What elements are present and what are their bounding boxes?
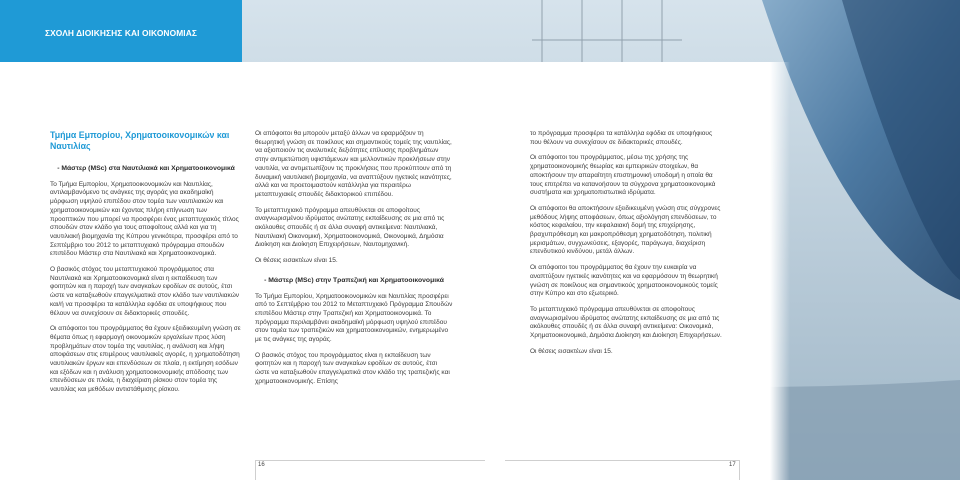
paragraph: Οι απόφοιτοι θα μπορούν μεταξύ άλλων να εφαρμόζουν τη θεωρητική γνώση σε ποικίλους και σημαντικούς τομείς της ναυτιλίας, να αξιοποιούν τις αναλυτικές δεξιότητες επίλυσης προβλημάτων στην αντιμετώπιση υφιστάμενων και μελλοντικών προκλήσεων στην ναυτιλία, να αντιμετωπίζουν τις προκλήσεις που προκύπτουν από τη δυναμική ναυτιλιακή βιομηχανία, να αναπτύξουν ηγετικές ικανότητες, αλλά και να προετοιμαστούν κατάλληλα για περαιτέρω μεταπτυχιακές σπουδές διδακτορικού επιπέδου. xyxy=(255,130,452,198)
paragraph: το πρόγραμμα προσφέρει τα κατάλληλα εφόδια σε υποψήφιους που θέλουν να συνεχίσουν σε διδακτορικές σπουδές. xyxy=(530,130,713,146)
program-heading-banking: - Μάστερ (MSc) στην Τραπεζική και Χρηματοοικονομικά xyxy=(264,276,444,284)
panel-fade xyxy=(770,62,790,480)
paragraph: Οι απόφοιτοι θα αποκτήσουν εξειδικευμένη γνώση στις σύγχρονες μεθόδους λήψης αποφάσεων, όπως αξιολόγηση επενδύσεων, το κόστος κεφαλαίου, την κεφαλαιακή δομή της επιχείρησης, βραχυπρόθεσμη και μακροπρόθεσμη χρηματοδότηση, πολιτική μερισμάτων, συγχωνεύσεις, εξαγορές, παράγωγα, διαχείριση επενδυτικού κινδύνου, μετάλ άλλων. xyxy=(530,204,721,256)
paragraph: Οι απόφοιτοι του προγράμματος θα έχουν την ευκαιρία να αναπτύξουν ηγετικές ικανότητες και να εφαρμόσουν τη θεωρητική γνώση σε ποικίλους και σημαντικούς χρηματοοικονομικούς τομείς στην Κύπρο και στο εξωτερικό. xyxy=(530,264,718,298)
footer-tick-right xyxy=(739,460,740,480)
paragraph: Οι θέσεις εισακτέων είναι 15. xyxy=(255,257,338,265)
paragraph: Το μεταπτυχιακό πρόγραμμα απευθύνεται σε αποφοίτους αναγνωρισμένου ιδρύματος ανώτατης εκπαίδευσης σε μια από τις ακόλουθες σπουδές ή σε άλλα συναφή αντικείμενα: Ναυτιλιακά, Ναυτιλιακή Οικονομική, Χρηματοοικονομικά, Οικονομικά, Δημόσια Διοίκηση και Διοίκηση Επιχειρήσεων, Ναυτομηχανική. xyxy=(255,206,445,249)
paragraph: Το Τμήμα Εμπορίου, Χρηματοοικονομικών και Ναυτιλίας προσφέρει από το Σεπτέμβριο του 2012 το Μεταπτυχιακό Πρόγραμμα Σπουδών επιπέδου Μάστερ στην Τραπεζική και Χρηματοοικονομικά. Το πρόγραμμα περιλαμβάνει ακαδημαϊκή μόρφωση υψηλού επιπέδου στον τομέα των τραπεζικών και χρηματοοικονομικών, ενημερωμένο με τις ανάγκες της αγοράς. xyxy=(255,292,453,344)
paragraph: Ο βασικός στόχος του προγράμματος είναι η εκπαίδευση των φοιτητών και η παροχή των αναγκαίων εφοδίων σε αυτούς, έτσι ώστε να καταξιωθούν επαγγελματικά στον κλάδο της τραπεζικής και χρηματοοικονομικής. Επίσης xyxy=(255,351,450,385)
school-title: ΣΧΟΛΗ ΔΙΟΙΚΗΣΗΣ ΚΑΙ ΟΙΚΟΝΟΜΙΑΣ xyxy=(45,28,197,38)
header-bar xyxy=(0,0,242,62)
department-title: Τμήμα Εμπορίου, Χρηματοοικονομικών και Ναυτιλίας xyxy=(50,130,230,151)
paragraph: Το Τμήμα Εμπορίου, Χρηματοοικονομικών και Ναυτιλίας, αντιλαμβανόμενο τις ανάγκες της αγοράς για ακαδημαϊκή μόρφωση υψηλού επιπέδου στον τομέα των ναυτιλιακών και χρηματοοικονομικών και έχοντας πλήρη επίγνωση των προοπτικών που μπορεί να προσφέρει ένας μεταπτυχιακός τίτλος σπουδών στον κλάδο για τους αποφοίτους αλλά και για τη ναυτιλιακή βιομηχανία της Κύπρου γενικότερα, προσφέρει από το Σεπτέμβριο του 2012 το μεταπτυχιακό πρόγραμμα σπουδών επιπέδου Μάστερ στα Ναυτιλιακά και Χρηματοοικονομικά. xyxy=(50,180,239,258)
paragraph: Οι θέσεις εισακτέων είναι 15. xyxy=(530,347,613,355)
program-heading-shipping: - Μάστερ (MSc) στα Ναυτιλιακά και Χρηματοοικονομικά xyxy=(57,165,235,172)
paragraph: Οι απόφοιτοι του προγράμματος θα έχουν εξειδικευμένη γνώση σε θέματα όπως η εφαρμογή οικονομικών εργαλείων προς λύση προβλημάτων στον τομέα της ναυτιλίας, η ανάλυση και λήψη αποφάσεων στις επιμέρους ναυτιλιακές αγορές, η χρηματοδότηση ναυτιλιακών έργων και επενδύσεων σε πλοία, η εκτίμηση εσόδων και εξόδων και η ανάλυση χρηματοοικονομικής απόδοσης των επενδύσεων σε πλοία, η διαχείριση ρίσκου στον τομέα της ναυτιλίας και μεθόδων αντιστάθμισης ρίσκου. xyxy=(50,325,241,394)
footer-tick-left xyxy=(255,460,256,480)
footer-divider-left xyxy=(255,460,485,461)
paragraph: Ο βασικός στόχος του μεταπτυχιακού προγράμματος στα Ναυτιλιακά και Χρηματοοικονομικά είναι η εκπαίδευση των φοιτητών και η παροχή των αναγκαίων εφοδίων σε αυτούς, έτσι ώστε να καταξιωθούν επαγγελματικά στον κλάδο των ναυτιλιακών και/ή να προσφέρει τα κατάλληλα εφόδια σε υποψήφιους που θέλουν να συνεχίσουν σε διδακτορικές σπουδές. xyxy=(50,266,240,317)
left-column xyxy=(50,130,242,402)
footer-divider-right xyxy=(505,460,740,461)
right-column xyxy=(530,130,722,363)
paragraph: Οι απόφοιτοι του προγράμματος, μέσω της χρήσης της χρηματοοικονομικής θεωρίας και εμπειρικών στοιχείων, θα αποκτήσουν την απαραίτητη επιστημονική υποδομή η οποία θα τους επιτρέπει να κατανοήσουν τα σύγχρονα χρηματοοικονομικά συστήματα και χρηματοπιστωτικά ιδρύματα. xyxy=(530,154,716,197)
middle-column xyxy=(255,130,453,394)
paragraph: Το μεταπτυχιακό πρόγραμμα απευθύνεται σε αποφοίτους αναγνωρισμένου ιδρύματος ανώτατης εκπαίδευσης σε μια από τις ακόλουθες σπουδές ή σε άλλα συναφή αντικείμενα: Οικονομικά, Χρηματοοικονομικά, Δημόσια Διοίκηση και Διοίκηση Επιχειρήσεων. xyxy=(530,305,722,340)
page-number-left: 16 xyxy=(258,462,265,468)
page-number-right: 17 xyxy=(729,462,736,468)
